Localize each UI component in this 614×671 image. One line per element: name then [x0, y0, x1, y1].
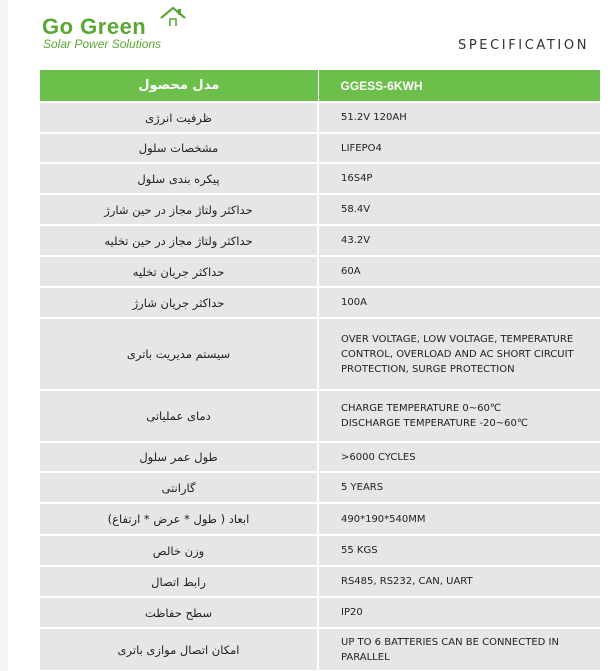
- section-title: SPECIFICATION: [458, 38, 590, 53]
- table-row: [40, 102, 600, 133]
- table-row: [40, 472, 600, 503]
- table-row: [40, 628, 600, 670]
- spec-value: >6000 CYCLES: [318, 442, 600, 472]
- brand-logo: [42, 6, 202, 54]
- spec-name: ابعاد ( طول * عرض * ارتفاع): [40, 503, 318, 535]
- spec-name: پیکره بندی سلول: [40, 163, 318, 194]
- brand-tagline: Solar Power Solutions: [43, 37, 162, 51]
- spec-name: دمای عملیاتی: [40, 390, 318, 442]
- table-row: [40, 442, 600, 472]
- table-row: [40, 287, 600, 318]
- table-row: [40, 163, 600, 194]
- spec-name: گارانتی: [40, 472, 318, 503]
- spec-name: ظرفیت انرژی: [40, 102, 318, 133]
- spec-value: 55 KGS: [318, 535, 600, 566]
- page-edge: [0, 0, 8, 671]
- spec-value: UP TO 6 BATTERIES CAN BE CONNECTED IN PARALLEL: [318, 628, 600, 670]
- table-row: [40, 535, 600, 566]
- charge-temperature: CHARGE TEMPERATURE 0~60℃: [341, 403, 502, 414]
- table-row: [40, 133, 600, 163]
- table-row: [40, 503, 600, 535]
- table-row: [40, 256, 600, 287]
- spec-value: 490*190*540MM: [318, 503, 600, 535]
- table-row: [40, 597, 600, 628]
- spec-value: LIFEPO4: [318, 133, 600, 163]
- spec-name: حداکثر جریان تخلیه: [40, 256, 318, 287]
- spec-value: OVER VOLTAGE, LOW VOLTAGE, TEMPERATURE CONTROL, OVERLOAD AND AC SHORT CIRCUIT PROTECTION, SURGE PROTECTION: [318, 318, 600, 390]
- specification-table: [40, 70, 601, 670]
- header-product-model-label: مدل محصول: [40, 70, 318, 102]
- spec-value: 58.4V: [318, 194, 600, 225]
- spec-value: 43.2V: [318, 225, 600, 256]
- spec-name: رابط اتصال: [40, 566, 318, 597]
- table-row: [40, 225, 600, 256]
- spec-value: 100A: [318, 287, 600, 318]
- spec-name: حداکثر ولتاژ مجاز در حین شارژ: [40, 194, 318, 225]
- spec-value-multiline: [318, 390, 600, 442]
- table-row: [40, 566, 600, 597]
- table-row: [40, 390, 600, 442]
- spec-name: وزن خالص: [40, 535, 318, 566]
- table-header-row: [40, 70, 600, 102]
- discharge-temperature: DISCHARGE TEMPERATURE -20~60℃: [341, 418, 529, 429]
- brand-name: Go Green: [42, 14, 147, 39]
- spec-name: سطح حفاظت: [40, 597, 318, 628]
- spec-value: 5 YEARS: [318, 472, 600, 503]
- spec-value: 16S4P: [318, 163, 600, 194]
- spec-name: حداکثر جریان شارژ: [40, 287, 318, 318]
- spec-value: RS485, RS232, CAN, UART: [318, 566, 600, 597]
- spec-value: IP20: [318, 597, 600, 628]
- table-row: [40, 194, 600, 225]
- spec-name: طول عمر سلول: [40, 442, 318, 472]
- header-product-model-value: GGESS-6KWH: [318, 70, 600, 102]
- spec-name: حداکثر ولتاژ مجاز در حین تخلیه: [40, 225, 318, 256]
- spec-value: 51.2V 120AH: [318, 102, 600, 133]
- spec-name: امکان اتصال موازی باتری: [40, 628, 318, 670]
- spec-name: سیستم مدیریت باتری: [40, 318, 318, 390]
- spec-name: مشخصات سلول: [40, 133, 318, 163]
- spec-value: 60A: [318, 256, 600, 287]
- house-icon: [159, 6, 187, 28]
- table-row: [40, 318, 600, 390]
